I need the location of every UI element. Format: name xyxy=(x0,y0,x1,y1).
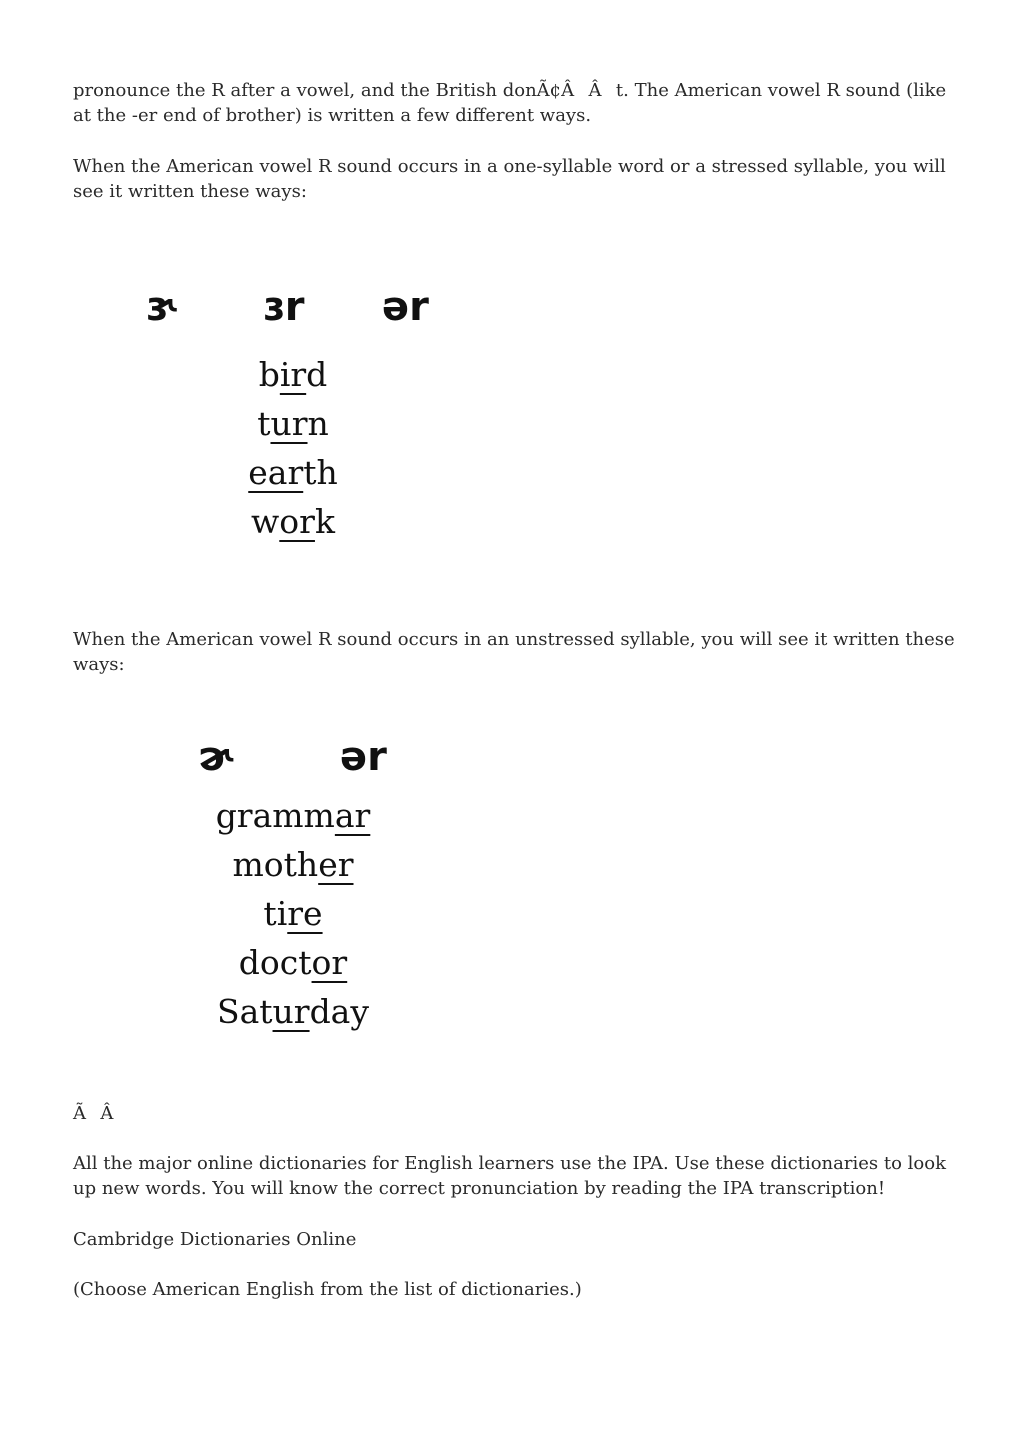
ipa-symbol: ɜr xyxy=(263,284,305,330)
example-word: work xyxy=(251,502,335,541)
example-word: tire xyxy=(263,894,323,933)
example-word: turn xyxy=(257,404,329,443)
encoding-artifact-text: ÃÂ xyxy=(73,1103,114,1124)
example-word: Saturday xyxy=(216,992,370,1031)
example-word: grammar xyxy=(215,796,371,835)
dictionaries-paragraph: All the major online dictionaries for English learners use the IPA. Use these dictionaries to look up new words. You will know the correct pronunciation by reading the IPA transcription! xyxy=(73,1153,946,1199)
example-word: bird xyxy=(258,355,328,394)
ipa-symbol: ər xyxy=(382,284,429,330)
unstressed-ipa-symbols xyxy=(0,734,1024,780)
intro-paragraph: pronounce the R after a vowel, and the British donÃ¢ÂÂt. The American vowel R sound (like at the -er end of brother) is written a few different ways. xyxy=(73,80,947,126)
unstressed-paragraph: When the American vowel R sound occurs in an unstressed syllable, you will see it written these ways: xyxy=(73,629,955,675)
ipa-symbol: ɚ xyxy=(198,734,234,780)
example-word: doctor xyxy=(238,943,348,982)
stressed-ipa-symbols xyxy=(0,284,1024,330)
stressed-paragraph: When the American vowel R sound occurs in a one-syllable word or a stressed syllable, you will see it written these ways: xyxy=(73,156,946,202)
example-word: earth xyxy=(248,453,338,492)
ipa-symbol: ɝ xyxy=(146,284,179,330)
cambridge-dictionaries-line: Cambridge Dictionaries Online xyxy=(73,1229,357,1250)
choose-american-english-note: (Choose American English from the list of dictionaries.) xyxy=(73,1279,582,1300)
example-word: mother xyxy=(232,845,354,884)
ipa-symbol: ər xyxy=(340,734,387,780)
